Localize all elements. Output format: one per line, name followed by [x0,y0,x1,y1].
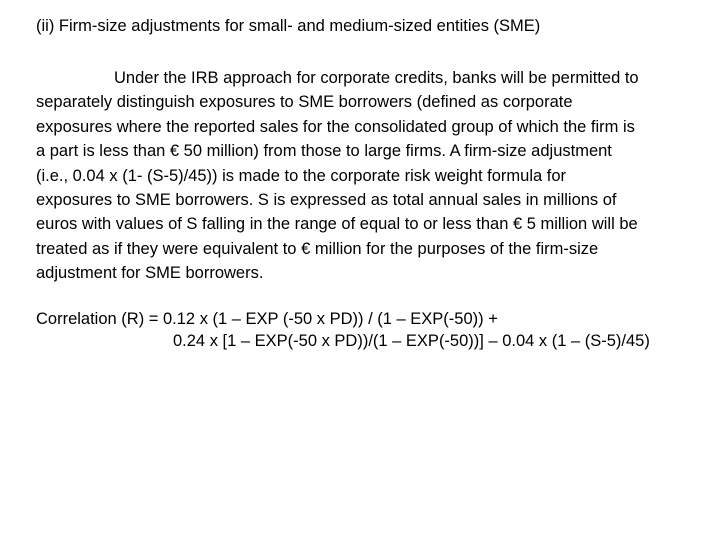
paragraph-line-6: exposures to SME borrowers. S is expressed as total annual sales in millions of [36,191,617,210]
paragraph-line-4: a part is less than € 50 million) from those to large firms. A firm-size adjustment [36,142,612,161]
section-heading: (ii) Firm-size adjustments for small- and medium-sized entities (SME) [36,17,541,35]
formula-line-2: 0.24 x [1 – EXP(-50 x PD))/(1 – EXP(-50))] – 0.04 x (1 – (S-5)/45) [173,332,650,350]
formula-line-1: Correlation (R) = 0.12 x (1 – EXP (-50 x PD)) / (1 – EXP(-50)) + [36,310,498,328]
paragraph-line-3: exposures where the reported sales for the consolidated group of which the firm is [36,117,635,136]
paragraph-line-9: adjustment for SME borrowers. [36,264,264,283]
paragraph-line-8: treated as if they were equivalent to € million for the purposes of the firm-size [36,239,599,258]
correlation-formula [36,308,720,352]
paragraph-line-2: separately distinguish exposures to SME borrowers (defined as corporate [36,93,573,112]
paragraph-line-5: (i.e., 0.04 x (1- (S-5)/45)) is made to the corporate risk weight formula for [36,166,567,185]
paragraph-line-7: euros with values of S falling in the range of equal to or less than € 5 million will be [36,215,638,234]
paragraph-line-1: Under the IRB approach for corporate credits, banks will be permitted to [114,69,639,87]
body-paragraph [36,66,720,286]
